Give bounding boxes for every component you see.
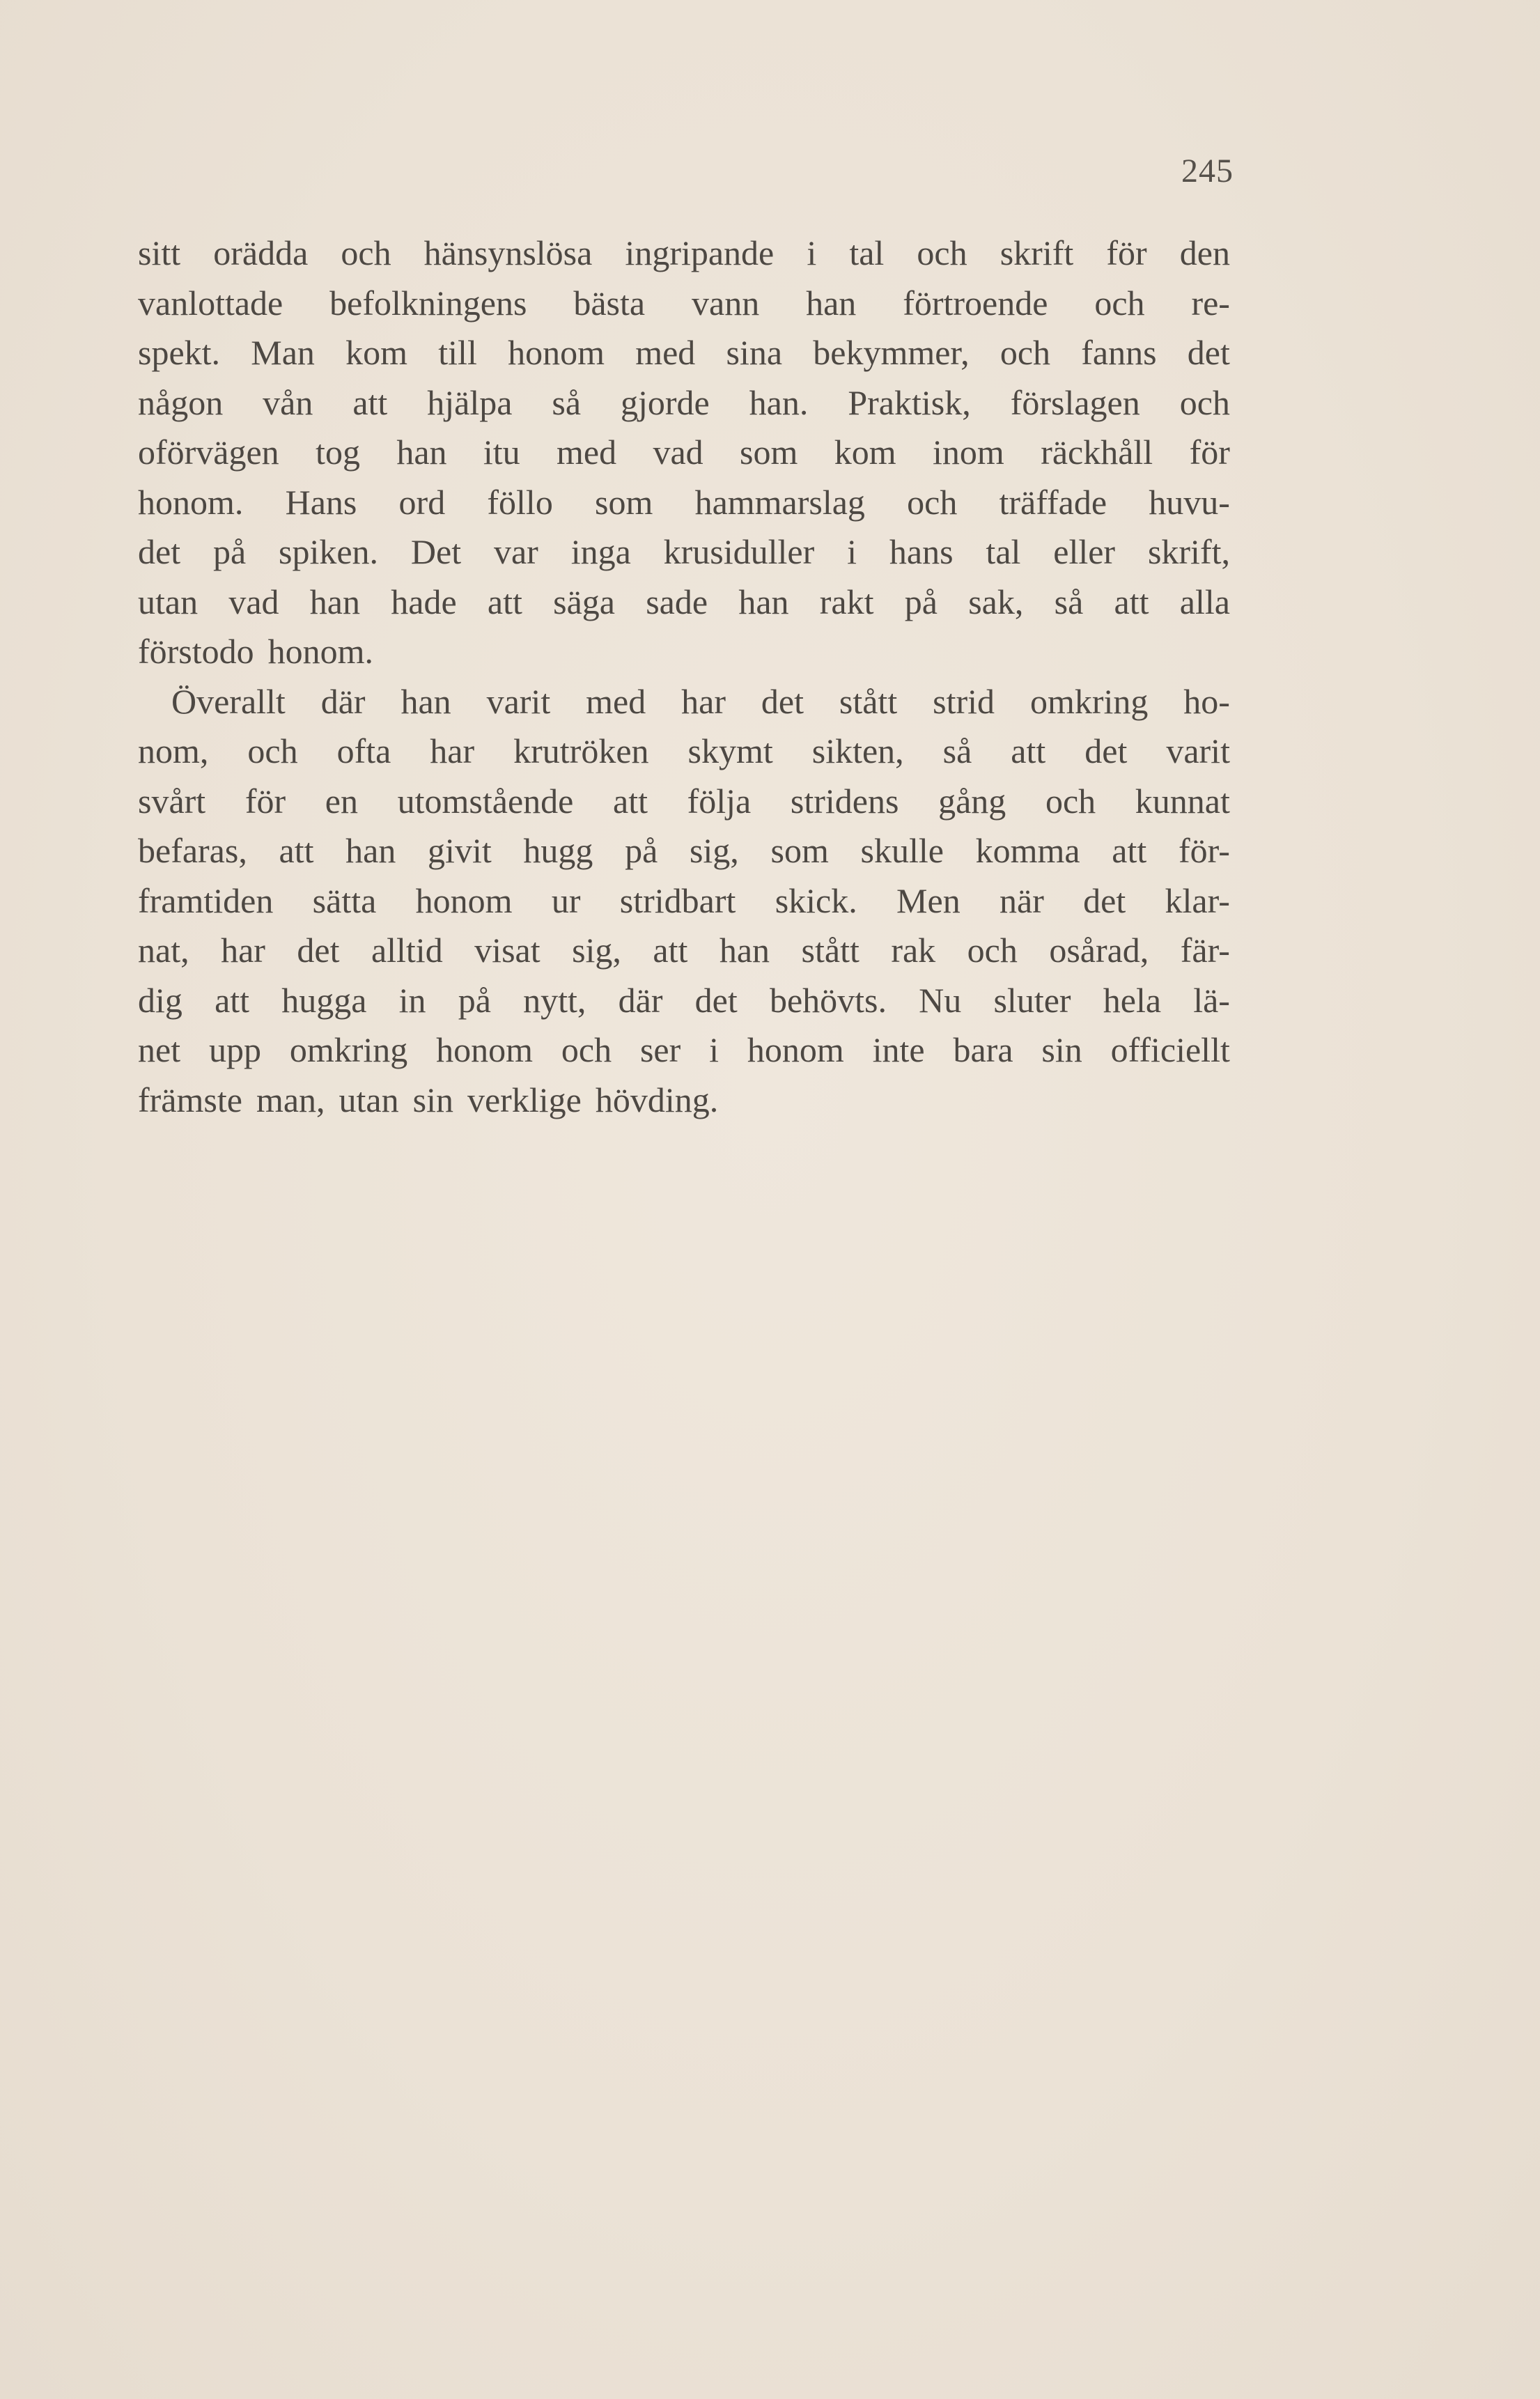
- text-line: framtiden sätta honom ur stridbart skick. Men när det klar-: [138, 880, 1230, 920]
- paragraph: [138, 228, 1230, 677]
- text-line: förstodo honom.: [138, 632, 374, 671]
- text-line: främste man, utan sin verklige hövding.: [138, 1080, 719, 1119]
- text-line: net upp omkring honom och ser i honom inte bara sin officiellt: [138, 1030, 1230, 1069]
- text-line: honom. Hans ord föllo som hammarslag och träffade huvu-: [138, 482, 1230, 522]
- text-line: svårt för en utomstående att följa stridens gång och kunnat: [138, 781, 1230, 821]
- text-line: nat, har det alltid visat sig, att han stått rak och osårad, fär-: [138, 931, 1230, 970]
- body-text: [138, 228, 1230, 1125]
- text-line: befaras, att han givit hugg på sig, som skulle komma att för-: [138, 831, 1230, 870]
- paragraph: [138, 677, 1230, 1126]
- page-number: 245: [1181, 153, 1234, 189]
- text-line: utan vad han hade att säga sade han rakt på sak, så att alla: [138, 582, 1230, 621]
- text-line: nom, och ofta har krutröken skymt sikten, så att det varit: [138, 731, 1230, 770]
- text-line: Överallt där han varit med har det stått strid omkring ho-: [171, 681, 1230, 721]
- text-line: någon vån att hjälpa så gjorde han. Praktisk, förslagen och: [138, 382, 1230, 422]
- text-line: dig att hugga in på nytt, där det behövts. Nu sluter hela lä-: [138, 980, 1230, 1020]
- text-line: sitt orädda och hänsynslösa ingripande i tal och skrift för den: [138, 233, 1230, 272]
- text-line: det på spiken. Det var inga krusiduller i hans tal eller skrift,: [138, 532, 1230, 571]
- text-line: oförvägen tog han itu med vad som kom inom räckhåll för: [138, 433, 1230, 472]
- text-line: vanlottade befolkningens bästa vann han förtroende och re-: [138, 283, 1230, 323]
- text-line: spekt. Man kom till honom med sina bekymmer, och fanns det: [138, 333, 1230, 372]
